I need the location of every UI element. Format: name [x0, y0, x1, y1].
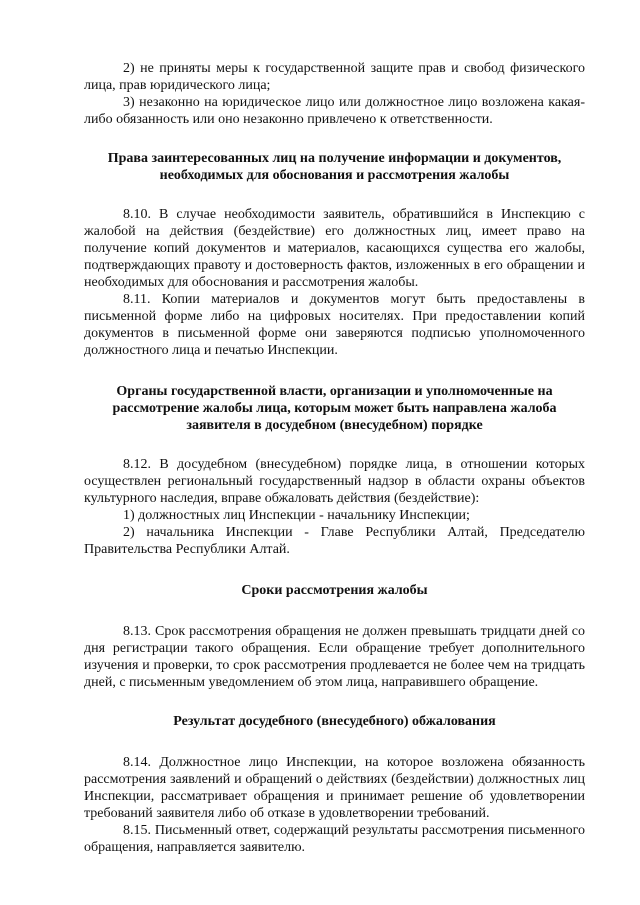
section-heading-rights: Права заинтересованных лиц на получение информации и документов, необходимых для обоснования и рассмотрения жалобы [107, 151, 562, 183]
list-item-2: 2) не приняты меры к государственной защите прав и свобод физического лица, прав юридического лица; [84, 61, 585, 93]
paragraph-8-10: 8.10. В случае необходимости заявитель, обратившийся в Инспекцию с жалобой на действия (бездействие) его должностных лиц, имеет право на получение копий документов и материалов, касающихся существа его жалобы, подтверждающих правоту и достоверность фактов, изложенных в его обращении и необходимых для обоснования и рассмотрения жалобы. [84, 207, 585, 290]
paragraph-8-12: 8.12. В досудебном (внесудебном) порядке лица, в отношении которых осуществлен региональный государственный надзор в области охраны объектов культурного наследия, вправе обжаловать действия (бездействие): [84, 457, 585, 506]
section-heading-authorities: Органы государственной власти, организации и уполномоченные на рассмотрение жалобы лица, которым может быть направлена жалоба заявителя в досудебном (внесудебном) порядке [112, 384, 557, 433]
paragraph-8-14: 8.14. Должностное лицо Инспекции, на которое возложена обязанность рассмотрения заявлений и обращений о действиях (бездействии) должностных лиц Инспекции, рассматривает обращения и принимает решение об удовлетворении требований заявителя либо об отказе в удовлетворении требований. [84, 755, 585, 821]
section-heading-result: Результат досудебного (внесудебного) обжалования [173, 714, 496, 729]
section-heading-terms: Сроки рассмотрения жалобы [241, 583, 428, 598]
list-item-head: 2) начальника Инспекции - Главе Республики Алтай, Председателю Правительства Республики Алтай. [84, 525, 585, 557]
paragraph-8-11: 8.11. Копии материалов и документов могут быть предоставлены в письменной форме либо на цифровых носителях. При предоставлении копий документов в письменной форме они заверяются подписью уполномоченного должностного лица и печатью Инспекции. [84, 292, 585, 358]
list-item-3: 3) незаконно на юридическое лицо или должностное лицо возложена какая-либо обязанность или оно незаконно привлечено к ответственности. [84, 95, 585, 127]
list-item-officials: 1) должностных лиц Инспекции - начальнику Инспекции; [123, 508, 470, 523]
paragraph-8-13: 8.13. Срок рассмотрения обращения не должен превышать тридцати дней со дня регистрации такого обращения. Если обращение требует дополнительного изучения и проверки, то срок рассмотрения продлевается не более чем на тридцать дней, с письменным уведомлением об этом лица, направившего обращение. [84, 624, 585, 690]
paragraph-8-15: 8.15. Письменный ответ, содержащий результаты рассмотрения письменного обращения, направляется заявителю. [84, 823, 585, 855]
